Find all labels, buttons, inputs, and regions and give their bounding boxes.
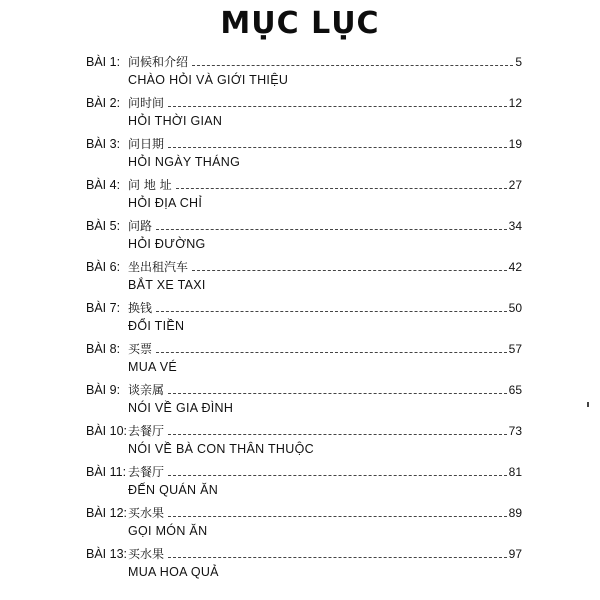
dot-leader <box>192 269 507 271</box>
chinese-title: 问候和介绍 <box>128 55 189 69</box>
lesson-label: BÀI 1: <box>86 55 121 69</box>
toc-entry-2 <box>86 93 522 134</box>
vietnamese-title: MUA HOA QUẢ <box>128 565 219 579</box>
vietnamese-title: HỎI ĐỊA CHỈ <box>128 196 203 210</box>
lesson-label: BÀI 12: <box>86 506 127 520</box>
vietnamese-title: GỌI MÓN ĂN <box>128 524 208 538</box>
chinese-title: 问时间 <box>128 96 165 110</box>
dot-leader <box>156 228 507 230</box>
toc-entry-1 <box>86 52 522 93</box>
page-number: 73 <box>508 424 522 438</box>
toc-entry-11 <box>86 462 522 503</box>
toc-entry-9 <box>86 380 522 421</box>
toc-entry-3 <box>86 134 522 175</box>
page-number: 5 <box>515 55 522 69</box>
dot-leader <box>156 310 507 312</box>
page-number: 27 <box>508 178 522 192</box>
lesson-label: BÀI 7: <box>86 301 121 315</box>
toc-entry-8 <box>86 339 522 380</box>
chinese-title: 去餐厅 <box>128 465 165 479</box>
chinese-title: 问路 <box>128 219 153 233</box>
page-number: 50 <box>508 301 522 315</box>
page-number: 42 <box>508 260 522 274</box>
chinese-title: 去餐厅 <box>128 424 165 438</box>
dot-leader <box>168 556 507 558</box>
toc-entry-12 <box>86 503 522 544</box>
page-number: 57 <box>508 342 522 356</box>
page-number: 19 <box>508 137 522 151</box>
toc-entry-10 <box>86 421 522 462</box>
dot-leader <box>176 187 507 189</box>
page-title: MỤC LỤC <box>220 6 380 41</box>
toc-entry-6 <box>86 257 522 298</box>
print-speck <box>587 402 589 407</box>
chinese-title: 买水果 <box>128 506 165 520</box>
dot-leader <box>168 105 507 107</box>
page-number: 97 <box>508 547 522 561</box>
lesson-label: BÀI 8: <box>86 342 121 356</box>
chinese-title: 谈亲属 <box>128 383 165 397</box>
vietnamese-title: NÓI VỀ GIA ĐÌNH <box>128 401 234 415</box>
dot-leader <box>168 392 507 394</box>
lesson-label: BÀI 4: <box>86 178 121 192</box>
vietnamese-title: HỎI THỜI GIAN <box>128 114 223 128</box>
lesson-label: BÀI 5: <box>86 219 121 233</box>
table-of-contents <box>86 52 522 585</box>
vietnamese-title: CHÀO HỎI VÀ GIỚI THIỆU <box>128 73 289 87</box>
chinese-title: 问日期 <box>128 137 165 151</box>
vietnamese-title: BẮT XE TAXI <box>128 278 206 292</box>
lesson-label: BÀI 6: <box>86 260 121 274</box>
chinese-title: 买票 <box>128 342 153 356</box>
lesson-label: BÀI 9: <box>86 383 121 397</box>
dot-leader <box>168 146 507 148</box>
lesson-label: BÀI 3: <box>86 137 121 151</box>
toc-entry-5 <box>86 216 522 257</box>
vietnamese-title: MUA VÉ <box>128 360 178 374</box>
toc-entry-7 <box>86 298 522 339</box>
toc-entry-4 <box>86 175 522 216</box>
page-number: 34 <box>508 219 522 233</box>
page-number: 65 <box>508 383 522 397</box>
page-number: 89 <box>508 506 522 520</box>
chinese-title: 买水果 <box>128 547 165 561</box>
vietnamese-title: ĐẾN QUÁN ĂN <box>128 483 219 497</box>
page-number: 12 <box>508 96 522 110</box>
lesson-label: BÀI 2: <box>86 96 121 110</box>
chinese-title: 坐出租汽车 <box>128 260 189 274</box>
chinese-title: 换钱 <box>128 301 153 315</box>
lesson-label: BÀI 11: <box>86 465 127 479</box>
page-number: 81 <box>508 465 522 479</box>
chinese-title: 问 地 址 <box>128 178 172 192</box>
vietnamese-title: HỎI ĐƯỜNG <box>128 237 206 251</box>
toc-entry-13 <box>86 544 522 585</box>
vietnamese-title: ĐỔI TIỀN <box>128 319 185 333</box>
vietnamese-title: NÓI VỀ BÀ CON THÂN THUỘC <box>128 442 314 456</box>
dot-leader <box>156 351 507 353</box>
vietnamese-title: HỎI NGÀY THÁNG <box>128 155 241 169</box>
lesson-label: BÀI 10: <box>86 424 127 438</box>
dot-leader <box>168 515 507 517</box>
dot-leader <box>192 64 513 66</box>
lesson-label: BÀI 13: <box>86 547 127 561</box>
dot-leader <box>168 433 507 435</box>
dot-leader <box>168 474 507 476</box>
